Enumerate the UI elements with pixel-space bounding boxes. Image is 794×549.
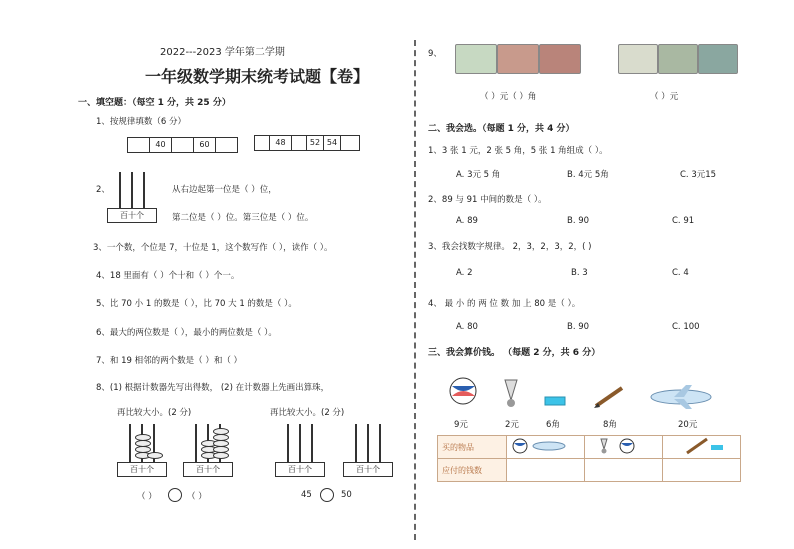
seq-cell: 60 (194, 138, 216, 152)
question-2a: 从右边起第一位是（ ）位， (172, 185, 277, 195)
compare-blank-right: （ ） (187, 492, 207, 502)
question-8a: 再比较大小。(2 分) (117, 408, 192, 418)
price-airplane: 20元 (678, 420, 698, 430)
choice-1-option-b: B. 4元 5角 (567, 170, 609, 180)
row-label-items: 买的物品 (438, 436, 507, 459)
seq-cell (128, 138, 150, 152)
choice-3-option-b: B. 3 (571, 268, 588, 278)
seq-cell (172, 138, 194, 152)
abacus-label: 百十个 (275, 462, 325, 477)
banknote-image (455, 44, 497, 74)
question-8: 8、(1) 根据计数器先写出得数， (2) 在计数器上先画出算珠， (96, 383, 330, 393)
cost-cell-3[interactable] (663, 459, 741, 482)
seq-cell: 54 (324, 136, 341, 150)
compare-circle-2[interactable] (320, 488, 334, 502)
banknote-image (658, 44, 698, 74)
choice-2-option-b: B. 90 (567, 216, 590, 226)
seq-cell (292, 136, 307, 150)
seq-cell (255, 136, 270, 150)
price-shuttlecock: 2元 (505, 420, 519, 430)
compare-number-50: 50 (341, 490, 352, 500)
section-choose-title: 二、我会选。（每题 1 分，共 4 分） (428, 124, 575, 134)
seq-cell (341, 136, 359, 150)
page-divider (414, 40, 416, 540)
compare-circle-1[interactable] (168, 488, 182, 502)
banknote-image (618, 44, 658, 74)
choice-question-2: 2、89 与 91 中间的数是（ ）。 (428, 195, 547, 205)
items-cell-1 (507, 436, 585, 459)
question-6: 6、最大的两位数是（ ），最小的两位数是（ ）。 (96, 328, 277, 338)
banknote-image (539, 44, 581, 74)
question-8b: 再比较大小。(2 分) (270, 408, 345, 418)
price-ball: 9元 (454, 420, 468, 430)
abacus-label: 百十个 (183, 462, 233, 477)
place-value-label: 百十个 (107, 208, 157, 223)
eraser-icon (544, 396, 566, 406)
choice-2-option-a: A. 89 (456, 216, 478, 226)
choice-question-3: 3、我会找数字规律。 2，3，2，3，2，( ) (428, 242, 592, 252)
question-9-number: 9、 (428, 49, 442, 59)
choice-1-option-a: A. 3元 5 角 (456, 170, 501, 180)
items-cell-2 (585, 436, 663, 459)
cost-cell-1[interactable] (507, 459, 585, 482)
shuttlecock-icon (502, 378, 520, 408)
price-table (437, 435, 741, 482)
choice-1-option-c: C. 3元15 (680, 170, 717, 180)
banknote-image (497, 44, 539, 74)
exam-year: 2022---2023 学年第二学期 (160, 47, 285, 58)
seq-cell: 52 (307, 136, 324, 150)
question-9a-answer: （ ）元（ ）角 (480, 92, 537, 102)
question-9b-answer: （ ）元 (650, 92, 679, 102)
pencil-icon (592, 384, 626, 410)
section-fill-title: 一、填空题：（每空 1 分，共 25 分） (78, 98, 231, 108)
abacus-3 (275, 424, 325, 476)
abacus-2 (183, 424, 233, 476)
compare-number-45: 45 (301, 490, 312, 500)
abacus-1 (117, 424, 167, 476)
question-3: 3、一个数，个位是 7，十位是 1，这个数写作（ ），读作（ ）。 (93, 243, 333, 253)
choice-question-4: 4、 最 小 的 两 位 数 加 上 80 是（ ）。 (428, 299, 581, 309)
sequence-box-1 (127, 137, 238, 153)
exam-title: 一年级数学期末统考试题【卷】 (145, 67, 370, 86)
cost-cell-2[interactable] (585, 459, 663, 482)
question-5: 5、比 70 小 1 的数是（ ），比 70 大 1 的数是（ ）。 (96, 299, 297, 309)
compare-blank-left: （ ） (137, 492, 157, 502)
choice-4-option-b: B. 90 (567, 322, 590, 332)
question-1: 1、按规律填数（6 分） (96, 117, 187, 127)
banknote-image (698, 44, 738, 74)
choice-2-option-c: C. 91 (672, 216, 695, 226)
seq-cell (216, 138, 237, 152)
price-eraser: 6角 (546, 420, 560, 430)
items-cell-3 (663, 436, 741, 459)
question-2b: 第二位是（ ）位。第三位是（ ）位。 (172, 213, 314, 223)
choice-3-option-a: A. 2 (456, 268, 473, 278)
row-label-cost: 应付的钱数 (438, 459, 507, 482)
choice-4-option-a: A. 80 (456, 322, 478, 332)
abacus-4 (343, 424, 393, 476)
abacus-label: 百十个 (343, 462, 393, 477)
ball-icon (448, 376, 478, 406)
airplane-icon (646, 383, 716, 411)
place-value-diagram (107, 172, 157, 224)
section-price-title: 三、我会算价钱。 （每题 2 分，共 6 分） (428, 348, 601, 358)
choice-4-option-c: C. 100 (672, 322, 700, 332)
abacus-label: 百十个 (117, 462, 167, 477)
question-4: 4、18 里面有（ ）个十和（ ）个一。 (96, 271, 240, 281)
price-pencil: 8角 (603, 420, 617, 430)
choice-3-option-c: C. 4 (672, 268, 689, 278)
seq-cell: 48 (270, 136, 292, 150)
sequence-box-2 (254, 135, 360, 151)
choice-question-1: 1、3 张 1 元，2 张 5 角，5 张 1 角组成（ ）。 (428, 146, 608, 156)
seq-cell: 40 (150, 138, 172, 152)
question-2-number: 2、 (96, 185, 110, 195)
question-7: 7、和 19 相邻的两个数是（ ）和（ ） (96, 356, 243, 366)
